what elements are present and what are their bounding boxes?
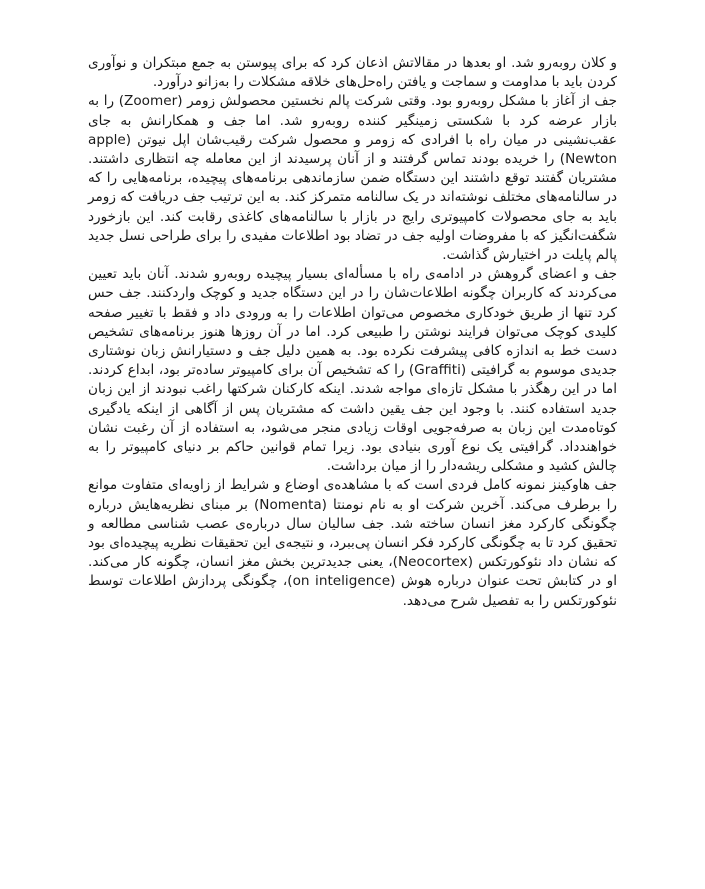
paragraph-3: جف و اعضای گروهش در ادامه‌ی راه با مسأله‌ای بسیار پیچیده روبه‌رو شدند. آنان باید تعیین می‌کردند که کاربران چگونه اطلاعات‌شان را در این دستگاه جدید و کوچک واردکنند. جف حس کرد تنها از طریق خودکاری مخصوص می‌توان اطلاعات را به ورودی داد و فقط با تغییر صفحه کلیدی کوچک می‌توان فرایند نوشتن را طبیعی کرد. اما در آن روزها هنوز برنامه‌های تشخیص دست خط به اندازه کافی پیشرفت نکرده بود. به همین دلیل جف و دستیارانش زبان نوشتاری جدیدی موسوم به گرافیتی (Graffiti) را که تشخیص آن برای کامپیوتر ساده‌تر بود، ابداع کردند. اما در این رهگذر با مشکل تازه‌ای مواجه شدند. اینکه کارکنان شرکتها راغب نبودند از این زبان جدید استفاده کنند. با وجود این جف یقین داشت که مشتریان پس از آگاهی از اینکه یادگیری کوتاه‌مدت این زبان به صرفه‌جویی اوقات زیادی منجر می‌شود، به استفاده از آن رغبت نشان خواهندداد. گرافیتی یک نوع آوری بنیادی بود. زیرا تمام قوانین حاکم بر دنیای کامپیوتر را به چالش کشید و مشکلی ریشه‌دار را از میان برداشت.: [88, 266, 618, 475]
paragraph-4: جف هاوکینز نمونه کامل فردی است که با مشاهده‌ی اوضاع و شرایط از زاویه‌ای متفاوت موانع را برطرف می‌کند. آخرین شرکت او به نام نومنتا (Nomenta) بر مبنای نظریه‌هایش درباره چگونگی کارکرد مغز انسان ساخته شد. جف سالیان سال درباره‌ی عصب شناسی مطالعه و تحقیق کرد تا به چگونگی کارکرد فکر انسان پی‌ببرد، و نتیجه‌ی این تحقیقات نظریه پیچیده‌ای بود که نشان داد نئوکورتکس (Neocortex)، یعنی جدیدترین بخش مغز انسان، چگونه کار می‌کند. او در کتابش تحت عنوان درباره هوش (on inteligence)، چگونگی پردازش اطلاعات توسط نئوکورتکس را به تفصیل شرح می‌دهد.: [88, 477, 617, 609]
paragraph-1: و کلان روبه‌رو شد. او بعدها در مقالاتش اذعان کرد که برای پیوستن به جمع مبتکران و نوآوری کردن باید با مداومت و سماجت و یافتن راه‌حل‌های خلاقه مشکلات را به‌زانو درآورد.: [88, 55, 617, 91]
paragraph-2: جف از آغاز با مشکل روبه‌رو بود. وقتی شرکت پالم نخستین محصولش زومر (Zoomer) را به بازار عرضه کرد با شکستی زمینگیر کننده روبه‌رو شد. اما جف و همکارانش به جای عقب‌نشینی در میان راه با افرادی که زومر و محصول شرکت رقیب‌شان اپل نیوتن (apple Newton) را خریده بودند تماس گرفتند و از آنان پرسیدند از این معامله چه انتظاری داشتند. مشتریان گفتند توقع داشتند این دستگاه ضمن سازماندهی برنامه‌های پیچیده، برنامه‌هایی را که در سالنامه‌های مختلف نوشته‌اند در یک سالنامه متمرکز کند. به این ترتیب جف دریافت که زومر باید به جای محصولات کامپیوتری رایج در بازار با سالنامه‌های کاغذی رقابت کند. این بازخورد شگفت‌انگیز که با مفروضات اولیه جف در تضاد بود اطلاعات مفیدی را برای طراحی نسل جدید پالم پایلت در اختیارش گذاشت.: [88, 93, 617, 264]
document-page: [88, 54, 617, 611]
